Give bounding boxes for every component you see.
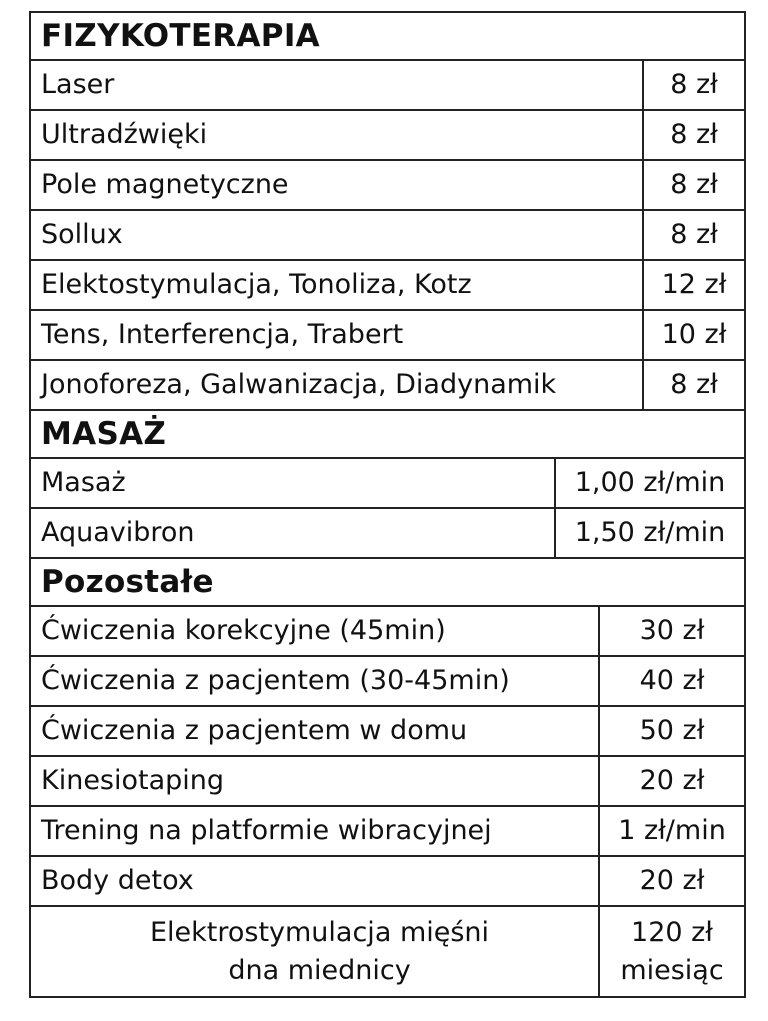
service-price-line1: 120 zł bbox=[631, 916, 713, 948]
service-name: Laser bbox=[41, 69, 115, 100]
service-price: 12 zł bbox=[642, 261, 744, 309]
service-price: 20 zł bbox=[598, 857, 744, 905]
service-name bbox=[31, 907, 598, 996]
service-price: 10 zł bbox=[642, 311, 744, 359]
service-price: 1 zł/min bbox=[598, 807, 744, 855]
service-price-line2: miesiąc bbox=[620, 954, 724, 986]
section-fizykoterapia bbox=[31, 13, 744, 411]
service-name: Elektostymulacja, Tonoliza, Kotz bbox=[41, 269, 472, 300]
service-price: 8 zł bbox=[642, 161, 744, 209]
table-row bbox=[31, 261, 744, 311]
table-row bbox=[31, 311, 744, 361]
service-name: Ćwiczenia z pacjentem (30-45min) bbox=[41, 665, 510, 696]
service-price: 1,00 zł/min bbox=[554, 459, 744, 507]
service-name: Ćwiczenia korekcyjne (45min) bbox=[41, 615, 446, 646]
table-row bbox=[31, 657, 744, 707]
table-row bbox=[31, 211, 744, 261]
table-row bbox=[31, 907, 744, 998]
service-name-line1: Elektrostymulacja mięśni bbox=[149, 916, 490, 948]
section-title: FIZYKOTERAPIA bbox=[31, 13, 744, 61]
table-row bbox=[31, 757, 744, 807]
service-name: Jonoforeza, Galwanizacja, Diadynamik bbox=[41, 369, 557, 400]
section-title: MASAŻ bbox=[31, 411, 744, 459]
service-name: Tens, Interferencja, Trabert bbox=[41, 319, 404, 350]
service-name: Trening na platformie wibracyjnej bbox=[41, 815, 492, 846]
service-price: 8 zł bbox=[642, 111, 744, 159]
section-pozostale bbox=[31, 559, 744, 998]
service-price: 8 zł bbox=[642, 61, 744, 109]
service-name: Aquavibron bbox=[41, 517, 195, 548]
service-price: 50 zł bbox=[598, 707, 744, 755]
section-title: Pozostałe bbox=[31, 559, 744, 607]
service-price: 40 zł bbox=[598, 657, 744, 705]
service-price: 1,50 zł/min bbox=[554, 509, 744, 557]
service-name: Kinesiotaping bbox=[41, 765, 225, 796]
service-price: 8 zł bbox=[642, 361, 744, 409]
table-row bbox=[31, 857, 744, 907]
section-masaz bbox=[31, 411, 744, 559]
service-price: 8 zł bbox=[642, 211, 744, 259]
table-row bbox=[31, 161, 744, 211]
table-row bbox=[31, 61, 744, 111]
service-name: Body detox bbox=[41, 865, 194, 896]
table-row bbox=[31, 111, 744, 161]
table-row bbox=[31, 707, 744, 757]
service-price bbox=[598, 907, 744, 996]
price-table bbox=[29, 11, 746, 998]
service-price: 30 zł bbox=[598, 607, 744, 655]
service-name: Masaż bbox=[41, 467, 126, 498]
table-row bbox=[31, 361, 744, 411]
table-row bbox=[31, 607, 744, 657]
service-name: Ultradźwięki bbox=[41, 119, 208, 150]
service-name-line2: dna miednicy bbox=[228, 954, 411, 986]
table-row bbox=[31, 459, 744, 509]
table-row bbox=[31, 509, 744, 559]
service-name: Pole magnetyczne bbox=[41, 169, 289, 200]
service-name: Ćwiczenia z pacjentem w domu bbox=[41, 715, 468, 746]
service-price: 20 zł bbox=[598, 757, 744, 805]
table-row bbox=[31, 807, 744, 857]
service-name: Sollux bbox=[41, 219, 123, 250]
